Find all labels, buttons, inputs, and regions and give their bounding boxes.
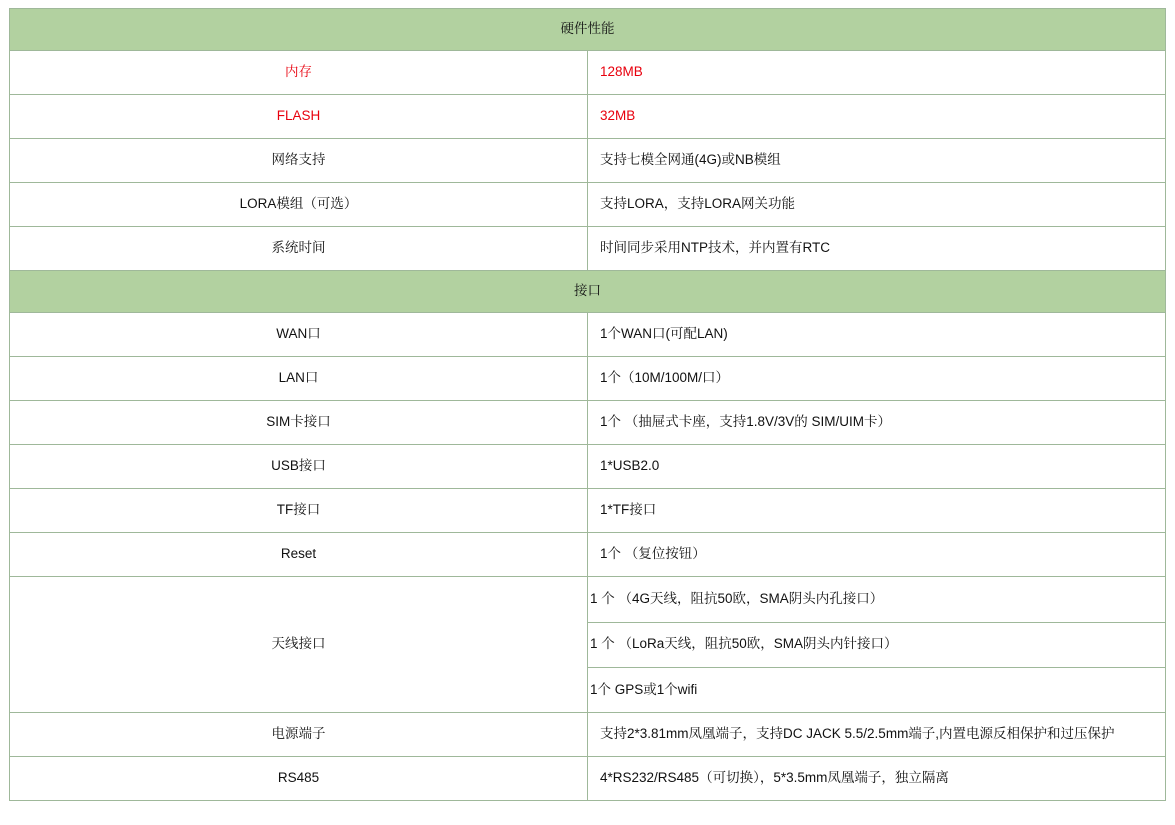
row-value-antenna-group (588, 577, 1166, 713)
table-row (10, 713, 1166, 757)
row-value-rs485: 4*RS232/RS485（可切换），5*3.5mm凤凰端子，独立隔离 (588, 757, 1166, 801)
section-header-row (10, 9, 1166, 51)
table-row (10, 313, 1166, 357)
row-label-lan-port: LAN口 (10, 357, 588, 401)
row-label-reset: Reset (10, 533, 588, 577)
table-row (10, 95, 1166, 139)
table-row (10, 227, 1166, 271)
table-row (10, 401, 1166, 445)
row-value-usb-port: 1*USB2.0 (588, 445, 1166, 489)
row-label-antenna: 天线接口 (10, 577, 588, 713)
row-value-network-support: 支持七模全网通(4G)或NB模组 (588, 139, 1166, 183)
antenna-subtable (588, 577, 1165, 712)
antenna-sub-row (588, 667, 1165, 712)
table-row (10, 489, 1166, 533)
section-title-interface: 接口 (10, 271, 1166, 313)
row-value-flash: 32MB (588, 95, 1166, 139)
row-label-flash: FLASH (10, 95, 588, 139)
row-label-system-time: 系统时间 (10, 227, 588, 271)
row-label-sim-slot: SIM卡接口 (10, 401, 588, 445)
section-title-hardware: 硬件性能 (10, 9, 1166, 51)
row-value-memory: 128MB (588, 51, 1166, 95)
table-row (10, 445, 1166, 489)
table-row (10, 51, 1166, 95)
antenna-sub-row (588, 577, 1165, 622)
table-row (10, 183, 1166, 227)
row-label-memory: 内存 (10, 51, 588, 95)
section-header-row (10, 271, 1166, 313)
row-label-rs485: RS485 (10, 757, 588, 801)
table-row (10, 357, 1166, 401)
row-label-wan-port: WAN口 (10, 313, 588, 357)
row-value-system-time: 时间同步采用NTP技术，并内置有RTC (588, 227, 1166, 271)
table-row (10, 139, 1166, 183)
row-value-sim-slot: 1个 （抽屉式卡座，支持1.8V/3V的 SIM/UIM卡） (588, 401, 1166, 445)
antenna-value-lora: 1 个 （LoRa天线，阻抗50欧，SMA阴头内针接口） (588, 622, 1165, 667)
table-row (10, 757, 1166, 801)
table-row (10, 533, 1166, 577)
row-label-usb-port: USB接口 (10, 445, 588, 489)
row-value-power-terminal: 支持2*3.81mm凤凰端子，支持DC JACK 5.5/2.5mm端子,内置电源反相保护和过压保护 (588, 713, 1166, 757)
row-label-power-terminal: 电源端子 (10, 713, 588, 757)
row-value-wan-port: 1个WAN口(可配LAN) (588, 313, 1166, 357)
row-label-lora-module: LORA模组（可选） (10, 183, 588, 227)
specification-table (9, 8, 1166, 801)
antenna-sub-row (588, 622, 1165, 667)
row-value-tf-port: 1*TF接口 (588, 489, 1166, 533)
row-label-tf-port: TF接口 (10, 489, 588, 533)
row-value-lora-module: 支持LORA，支持LORA网关功能 (588, 183, 1166, 227)
table-row-antenna (10, 577, 1166, 713)
row-value-lan-port: 1个（10M/100M/口） (588, 357, 1166, 401)
antenna-value-gps-wifi: 1个 GPS或1个wifi (590, 681, 698, 697)
antenna-value-4g: 1 个 （4G天线，阻抗50欧，SMA阴头内孔接口） (588, 577, 1165, 622)
row-value-reset: 1个 （复位按钮） (588, 533, 1166, 577)
row-label-network-support: 网络支持 (10, 139, 588, 183)
